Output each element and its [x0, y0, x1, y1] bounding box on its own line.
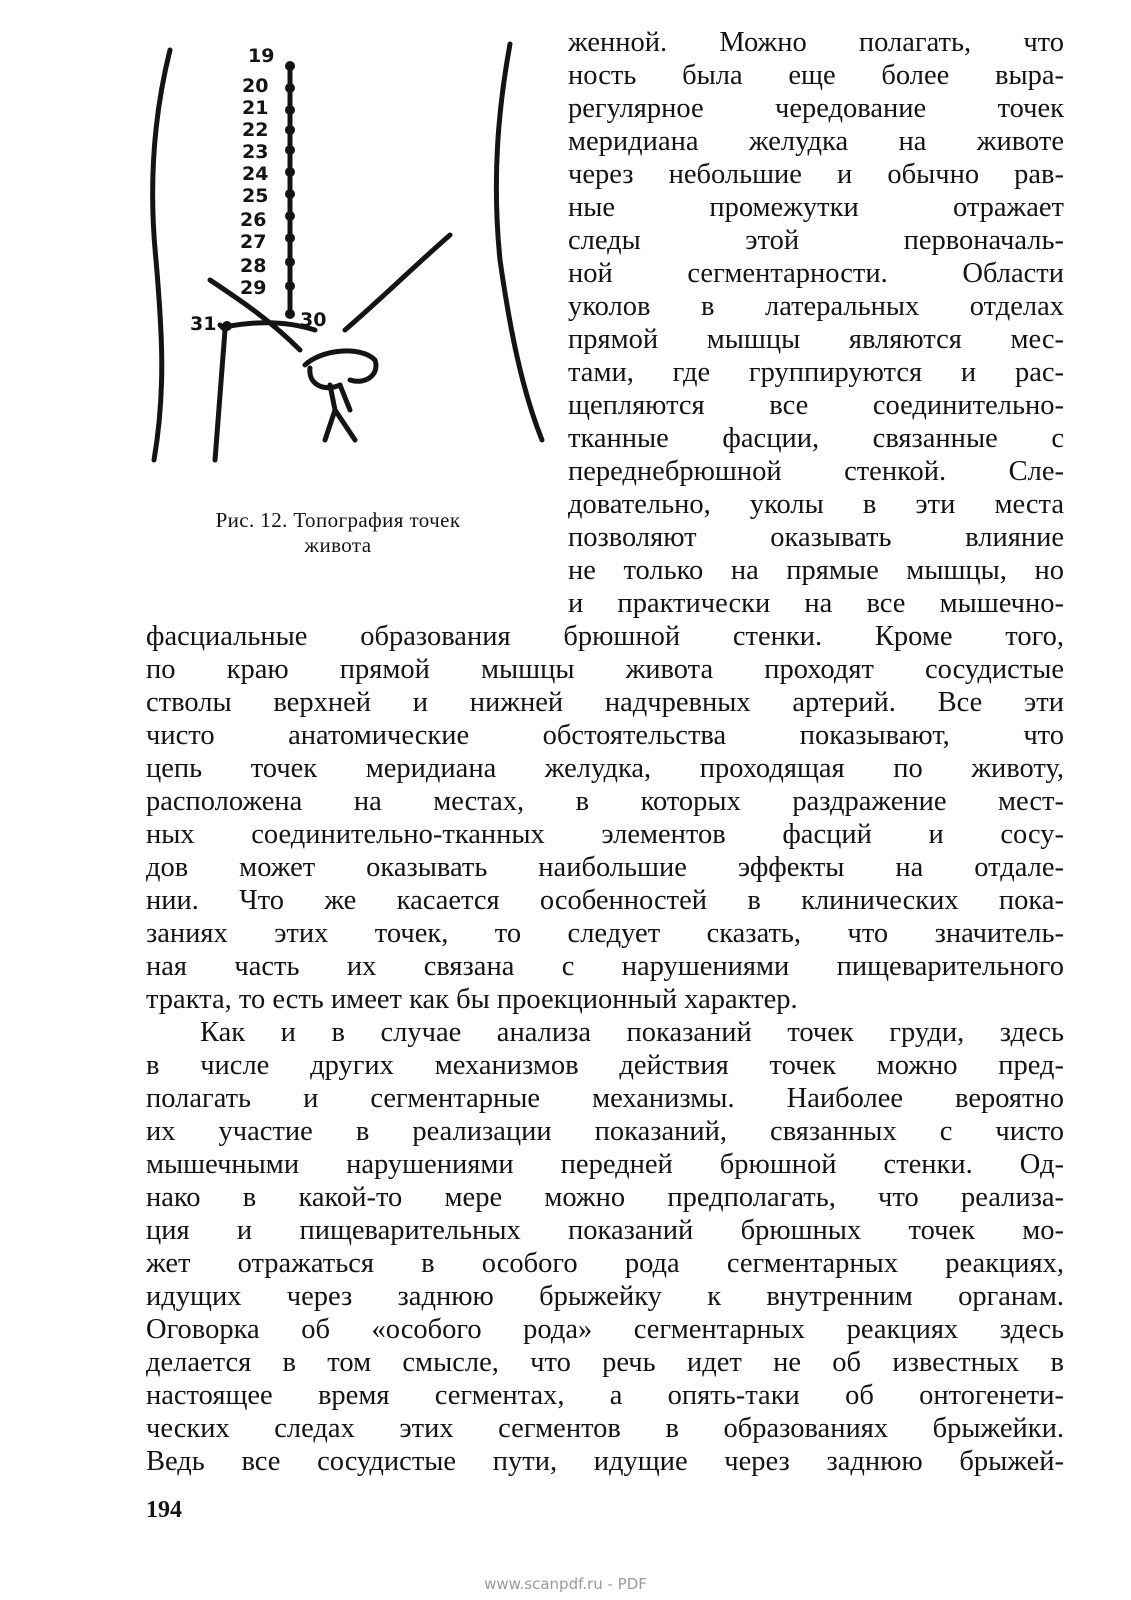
text-line: переднебрюшной стенкой. Сле-	[568, 456, 1064, 487]
text-line: довательно, уколы в эти места	[568, 489, 1064, 520]
abdomen-topography-figure	[130, 30, 550, 470]
point-label: 24	[242, 163, 269, 185]
watermark: www.scanpdf.ru - PDF	[484, 1575, 647, 1593]
text-line: дов может оказывать наибольшие эффекты на отдале-	[146, 852, 1064, 883]
text-line: не только на прямые мышцы, но	[568, 555, 1064, 586]
point-label: 21	[242, 97, 269, 119]
text-line: ческих следах этих сегментов в образованиях брыжейки.	[146, 1413, 1064, 1444]
point-label: 25	[242, 185, 269, 207]
text-line: фасциальные образования брюшной стенки. Кроме того,	[146, 621, 1064, 652]
page-number: 194	[146, 1497, 182, 1523]
text-line: по краю прямой мышцы живота проходят сосудистые	[146, 654, 1064, 685]
caption-line: живота	[304, 533, 372, 557]
text-line: их участие в реализации показаний, связанных с чисто	[146, 1116, 1064, 1147]
point-label: 20	[242, 75, 269, 97]
text-line: следы этой первоначаль-	[568, 225, 1064, 256]
text-line: щепляются все соединительно-	[568, 390, 1064, 421]
text-line: стволы верхней и нижней надчревных артерий. Все эти	[146, 687, 1064, 718]
text-line: цепь точек меридиана желудка, проходящая по животу,	[146, 753, 1064, 784]
figure-caption	[138, 508, 538, 558]
point-label: 26	[240, 209, 267, 231]
text-line: прямой мышцы являются мес-	[568, 324, 1064, 355]
text-line: Оговорка об «особого рода» сегментарных реакциях здесь	[146, 1314, 1064, 1345]
text-line: меридиана желудка на животе	[568, 126, 1064, 157]
point-label: 28	[240, 255, 267, 277]
text-line: Ведь все сосудистые пути, идущие через заднюю брыжей-	[146, 1446, 1064, 1477]
text-line: чисто анатомические обстоятельства показывают, что	[146, 720, 1064, 751]
text-line: полагать и сегментарные механизмы. Наиболее вероятно	[146, 1083, 1064, 1114]
text-line: заниях этих точек, то следует сказать, что значитель-	[146, 918, 1064, 949]
text-line: мышечными нарушениями передней брюшной стенки. Од-	[146, 1149, 1064, 1180]
text-line: Как и в случае анализа показаний точек груди, здесь	[200, 1017, 1064, 1048]
point-label: 23	[242, 141, 269, 163]
text-line: в числе других механизмов действия точек можно пред-	[146, 1050, 1064, 1081]
text-line: ность была еще более выра-	[568, 60, 1064, 91]
text-line: ных соединительно-тканных элементов фасций и сосу-	[146, 819, 1064, 850]
point-label: 31	[190, 313, 217, 335]
point-label: 30	[300, 309, 327, 331]
point-label: 29	[240, 277, 267, 299]
text-line: ная часть их связана с нарушениями пищеварительного	[146, 951, 1064, 982]
point-label: 27	[240, 231, 267, 253]
text-line: нии. Что же касается особенностей в клинических пока-	[146, 885, 1064, 916]
text-line: тракта, то есть имеет как бы проекционный характер.	[146, 984, 798, 1015]
text-line: и практически на все мышечно-	[568, 588, 1064, 619]
text-line: настоящее время сегментах, а опять-таки об онтогенети-	[146, 1380, 1064, 1411]
caption-line: Рис. 12. Топография точек	[215, 508, 461, 532]
text-line: ные промежутки отражает	[568, 192, 1064, 223]
text-line: через небольшие и обычно рав-	[568, 159, 1064, 190]
text-line: нако в какой-то мере можно предполагать, что реализа-	[146, 1182, 1064, 1213]
text-line: тами, где группируются и рас-	[568, 357, 1064, 388]
text-line: тканные фасции, связанные с	[568, 423, 1064, 454]
text-line: уколов в латеральных отделах	[568, 291, 1064, 322]
point-label: 19	[248, 45, 275, 67]
text-line: женной. Можно полагать, что	[568, 27, 1064, 58]
text-line: делается в том смысле, что речь идет не об известных в	[146, 1347, 1064, 1378]
point-label: 22	[242, 119, 269, 141]
text-line: идущих через заднюю брыжейку к внутренним органам.	[146, 1281, 1064, 1312]
text-line: расположена на местах, в которых раздражение мест-	[146, 786, 1064, 817]
abdomen-drawing	[130, 30, 550, 470]
text-line: ция и пищеварительных показаний брюшных точек мо-	[146, 1215, 1064, 1246]
text-line: ной сегментарности. Области	[568, 258, 1064, 289]
text-line: позволяют оказывать влияние	[568, 522, 1064, 553]
text-line: жет отражаться в особого рода сегментарных реакциях,	[146, 1248, 1064, 1279]
text-line: регулярное чередование точек	[568, 93, 1064, 124]
